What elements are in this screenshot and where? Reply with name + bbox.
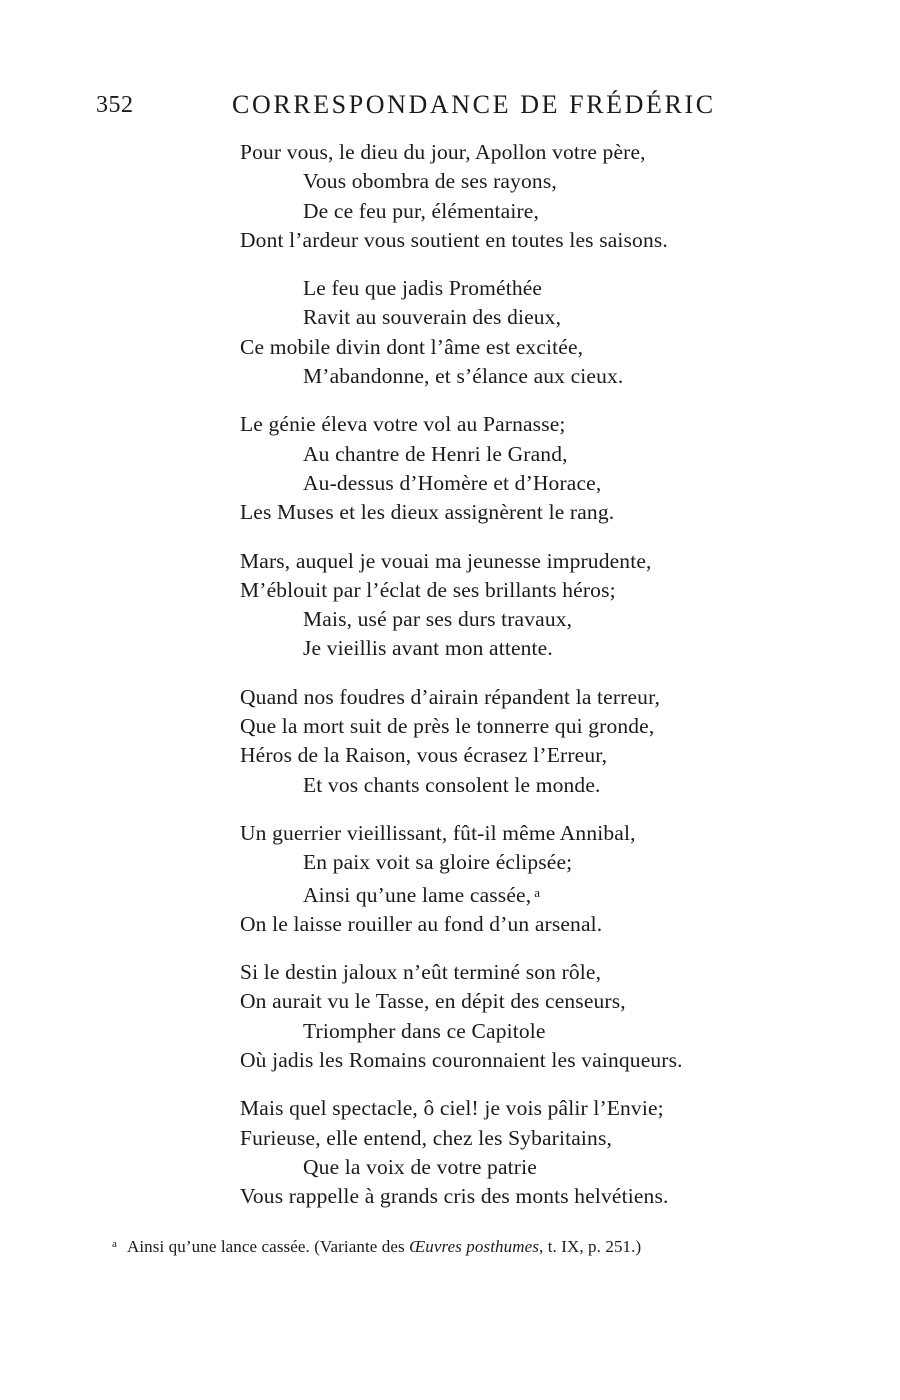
running-title: CORRESPONDANCE DE FRÉDÉRIC — [232, 90, 716, 119]
verse-line — [240, 469, 800, 498]
verse-line — [240, 440, 800, 469]
footnote — [112, 1237, 641, 1257]
verse-line — [240, 683, 800, 712]
verse-text: Quand nos foudres d’airain répandent la terreur, — [240, 684, 661, 709]
verse-line — [240, 167, 800, 196]
verse-line — [240, 274, 800, 303]
verse-text: Si le destin jaloux n’eût terminé son rôle, — [240, 960, 602, 985]
verse-text: Au-dessus d’Homère et d’Horace, — [303, 470, 602, 495]
verse-text: Dont l’ardeur vous soutient en toutes les saisons. — [240, 227, 668, 252]
verse-text: Et vos chants consolent le monde. — [303, 772, 601, 797]
verse-line — [240, 1153, 800, 1182]
verse-line — [240, 547, 800, 576]
footnote-citation: , t. IX, p. 251.) — [539, 1237, 642, 1256]
verse-text: On aurait vu le Tasse, en dépit des censeurs, — [240, 989, 626, 1014]
verse-line — [240, 1046, 800, 1075]
verse-line — [240, 712, 800, 741]
verse-text: Ainsi qu’une lame cassée, — [303, 882, 532, 907]
verse-line — [240, 634, 800, 663]
verse-line — [240, 138, 800, 167]
stanza — [240, 410, 800, 527]
stanza — [240, 1094, 800, 1211]
verse-text: Mais, usé par ses durs travaux, — [303, 607, 573, 632]
stanza — [240, 683, 800, 800]
verse-text: Le génie éleva votre vol au Parnasse; — [240, 412, 566, 437]
verse-text: Vous rappelle à grands cris des monts helvétiens. — [240, 1184, 669, 1209]
verse-text: Les Muses et les dieux assignèrent le rang. — [240, 500, 615, 525]
verse-text: Pour vous, le dieu du jour, Apollon votre père, — [240, 140, 646, 164]
verse-line — [240, 1017, 800, 1046]
verse-line — [240, 1182, 800, 1211]
verse-text: Je vieillis avant mon attente. — [303, 636, 553, 661]
verse-text: Mais quel spectacle, ô ciel! je vois pâlir l’Envie; — [240, 1096, 664, 1121]
verse-line — [240, 1124, 800, 1153]
footnote-text: Ainsi qu’une lance cassée. (Variante des — [126, 1237, 410, 1256]
verse-text: Triompher dans ce Capitole — [303, 1018, 546, 1043]
verse-line — [240, 819, 800, 848]
verse-line — [240, 771, 800, 800]
verse-line — [240, 498, 800, 527]
verse-text: Que la voix de votre patrie — [303, 1154, 537, 1179]
footnote-work-title: Œuvres posthumes — [409, 1237, 539, 1256]
verse-text: Furieuse, elle entend, chez les Sybaritains, — [240, 1125, 612, 1150]
verse-text: Où jadis les Romains couronnaient les vainqueurs. — [240, 1048, 683, 1073]
verse-line — [240, 910, 800, 939]
verse-line — [240, 226, 800, 255]
verse-text: On le laisse rouiller au fond d’un arsenal. — [240, 911, 603, 936]
verse-line — [240, 987, 800, 1016]
verse-text: M’éblouit par l’éclat de ses brillants héros; — [240, 577, 616, 602]
verse-text: Héros de la Raison, vous écrasez l’Erreur, — [240, 743, 608, 768]
verse-line — [240, 878, 800, 910]
stanza — [240, 138, 800, 255]
stanza — [240, 547, 800, 664]
verse-line — [240, 1094, 800, 1123]
verse-text: Au chantre de Henri le Grand, — [303, 441, 568, 466]
verse-line — [240, 576, 800, 605]
verse-text: En paix voit sa gloire éclipsée; — [303, 850, 573, 875]
verse-text: Le feu que jadis Prométhée — [303, 276, 543, 301]
verse-text: De ce feu pur, élémentaire, — [303, 198, 539, 223]
verse-text: Vous obombra de ses rayons, — [303, 169, 557, 194]
verse-line — [240, 362, 800, 391]
verse-line — [240, 605, 800, 634]
verse-text: Ce mobile divin dont l’âme est excitée, — [240, 334, 584, 359]
verse-text: Ravit au souverain des dieux, — [303, 305, 562, 330]
verse-text: Un guerrier vieillissant, fût-il même Annibal, — [240, 820, 636, 845]
verse-line — [240, 848, 800, 877]
verse-line — [240, 958, 800, 987]
stanza — [240, 274, 800, 391]
verse-line — [240, 303, 800, 332]
verse-text: M’abandonne, et s’élance aux cieux. — [303, 364, 624, 389]
verse-line — [240, 741, 800, 770]
verse-line — [240, 333, 800, 362]
page-number: 352 — [96, 92, 134, 118]
verse-text: Que la mort suit de près le tonnerre qui gronde, — [240, 714, 655, 739]
stanza — [240, 819, 800, 939]
footnote-label: a — [112, 1238, 117, 1250]
verse-text: Mars, auquel je vouai ma jeunesse imprudente, — [240, 548, 652, 573]
page-header — [96, 86, 756, 126]
stanza — [240, 958, 800, 1075]
poem — [240, 138, 800, 1231]
verse-line — [240, 197, 800, 226]
footnote-reference: a — [534, 884, 541, 900]
verse-line — [240, 410, 800, 439]
